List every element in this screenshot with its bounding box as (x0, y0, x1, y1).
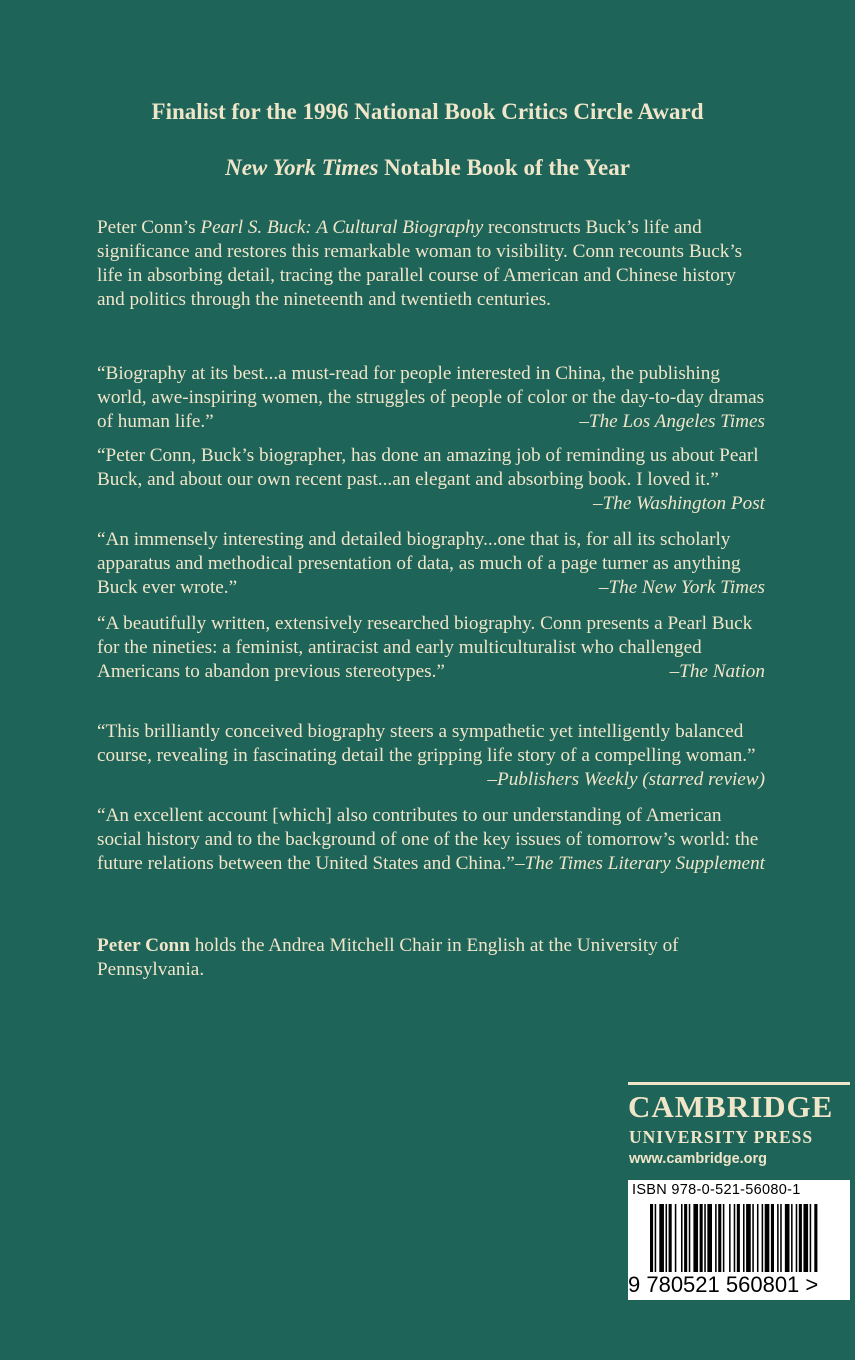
review-quote (97, 528, 765, 600)
award-finalist: Finalist for the 1996 National Book Critics Circle Award (151, 99, 704, 124)
quote-source: –Publishers Weekly (starred review) (487, 769, 765, 790)
quote-text: “A beautifully written, extensively researched biography. Conn presents a Pearl Buck for the nineties: a feminist, antiracist and early multiculturalist who challenged Americans to abandon previous stereotypes.” (97, 613, 753, 682)
quote-source: –The Washington Post (593, 493, 765, 514)
author-bio (97, 934, 765, 982)
description-book-title: Pearl S. Buck: A Cultural Biography (200, 217, 484, 238)
book-description (97, 216, 765, 312)
review-quote (97, 444, 765, 516)
review-quote (97, 720, 765, 792)
review-quote (97, 804, 765, 876)
quote-text: “Peter Conn, Buck’s biographer, has done an amazing job of reminding us about Pearl Buck, and about our own recent past...an elegant and absorbing book. I loved it.” (97, 445, 759, 490)
description-body: reconstructs Buck’s life and significance and restores this remarkable woman to visibility. Conn recounts Buck’s life in absorbing detail, tracing the parallel course of American and Chinese history and politics through the nineteenth and twentieth centuries. (97, 217, 743, 310)
isbn-barcode (628, 1180, 850, 1300)
author-bio-text: holds the Andrea Mitchell Chair in English at the University of Pennsylvania. (97, 935, 679, 980)
author-name: Peter Conn (97, 935, 190, 956)
quote-text: “This brilliantly conceived biography steers a sympathetic yet intelligently balanced course, revealing in fascinating detail the gripping life story of a compelling woman.” (97, 721, 756, 766)
quote-source: –The Times Literary Supplement (515, 853, 765, 874)
quote-source: –The Nation (669, 661, 765, 682)
quote-text: “An excellent account [which] also contributes to our understanding of American social history and to the background of one of the key issues of tomorrow’s world: the future relations between the United States and China.” (97, 805, 759, 874)
award-notable (0, 155, 855, 181)
isbn-label: ISBN 978-0-521-56080-1 (632, 1182, 801, 1198)
publisher-url[interactable]: www.cambridge.org (629, 1151, 768, 1167)
review-quote (97, 612, 765, 684)
description-intro: Peter Conn’s (97, 217, 201, 238)
quote-source: –The Los Angeles Times (579, 411, 765, 432)
quote-text: “An immensely interesting and detailed biography...one that is, for all its scholarly apparatus and methodical presentation of data, as much of a page turner as anything Buck ever wrote.” (97, 529, 741, 598)
award-notable-rest: Notable Book of the Year (378, 155, 630, 180)
barcode-number: 9 780521 560801 > (628, 1272, 819, 1297)
publisher-logo-press: UNIVERSITY PRESS (629, 1127, 814, 1147)
publisher-logo-name: CAMBRIDGE (628, 1089, 834, 1124)
publisher-rule (628, 1082, 850, 1085)
quote-text: “Biography at its best...a must-read for people interested in China, the publishing world, awe-inspiring women, the struggles of people of color or the day-to-day dramas of human life.” (97, 363, 765, 432)
award-notable-nyt: New York Times (225, 155, 379, 180)
review-quote (97, 362, 765, 434)
quote-source: –The New York Times (598, 577, 765, 598)
